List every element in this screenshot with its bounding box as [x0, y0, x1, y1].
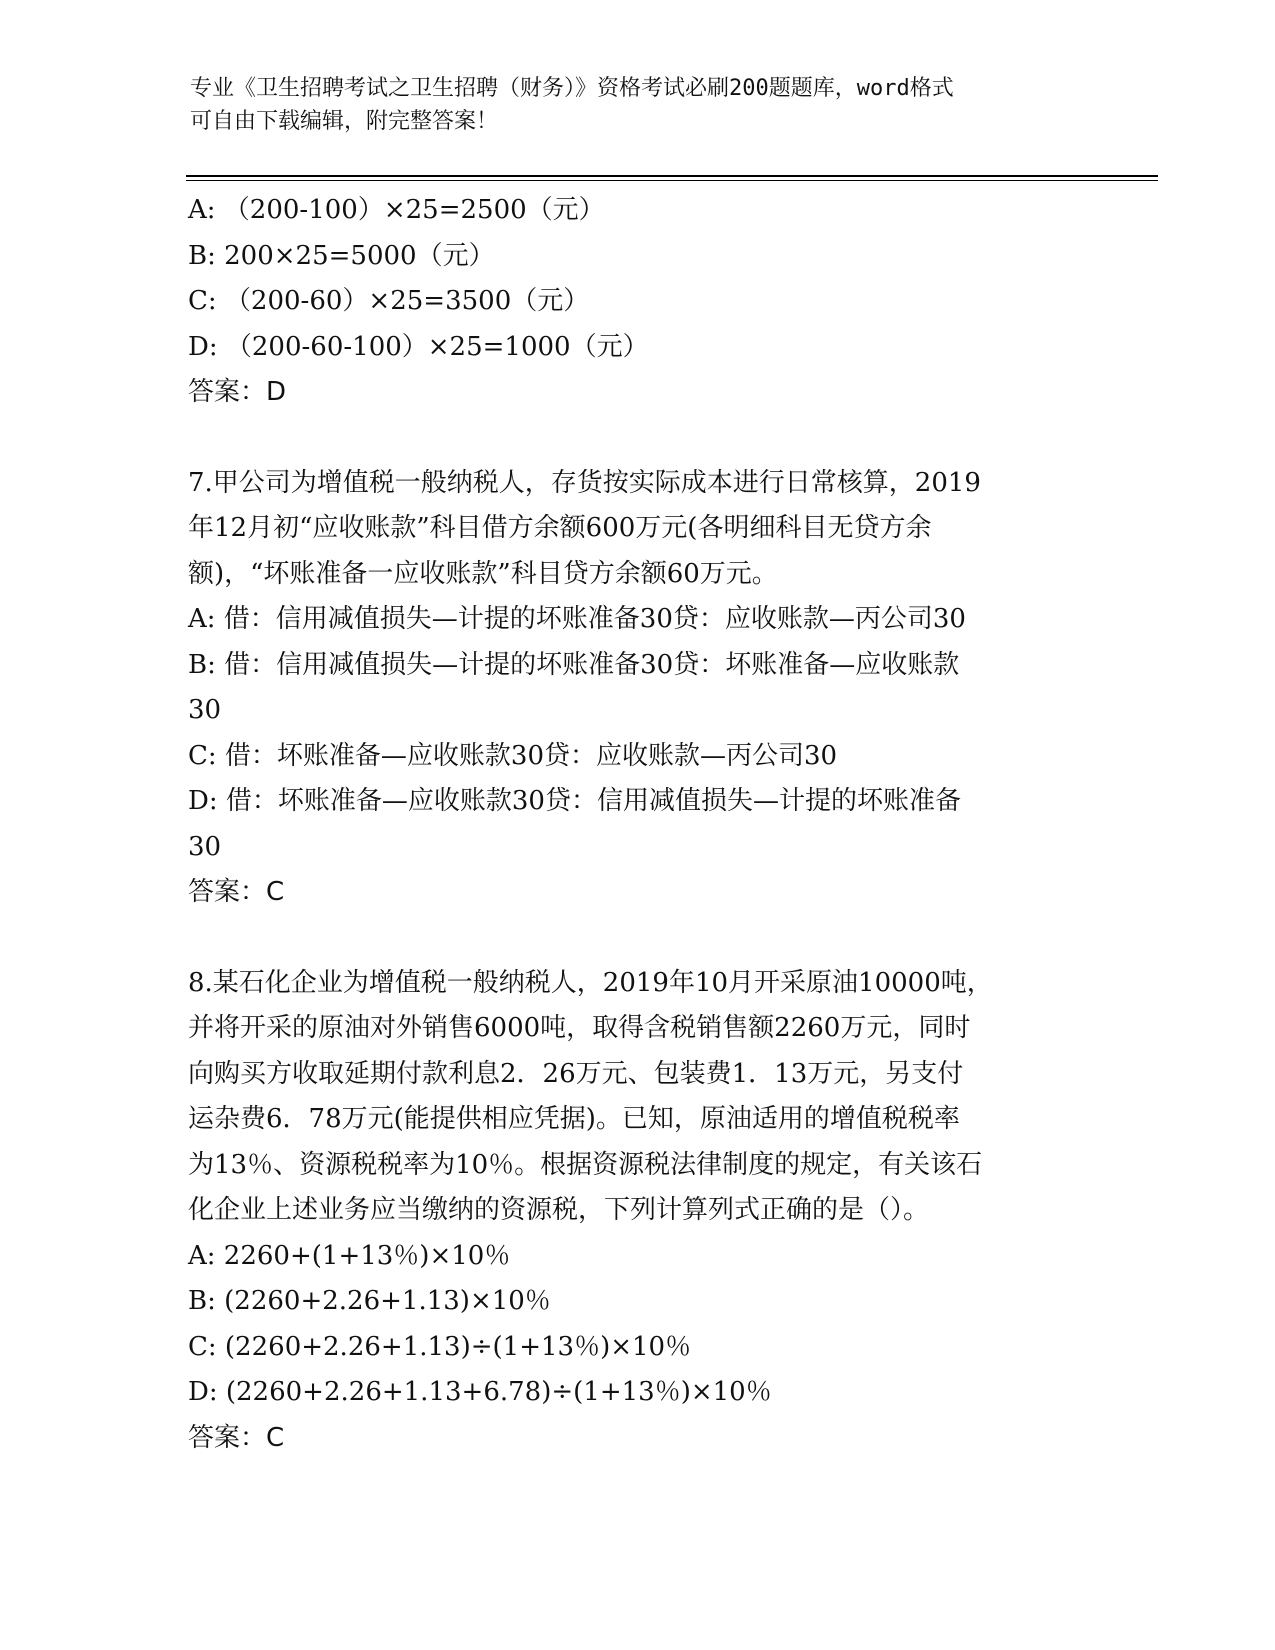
option-d-continued: 30	[188, 831, 222, 862]
question-stem-line: 化企业上述业务应当缴纳的资源税，下列计算列式正确的是（）。	[188, 1195, 930, 1225]
header-line-2: 可自由下载编辑，附完整答案！	[190, 109, 499, 134]
question-stem-line: 向购买方收取延期付款利息2．26万元、包装费1．13万元，另支付	[188, 1058, 964, 1089]
document-header	[190, 72, 1070, 138]
option-a: A: 2260+(1+13％)×10％	[188, 1240, 511, 1271]
question-7	[188, 461, 1088, 916]
spacer	[188, 916, 1088, 961]
question-stem-line: 运杂费6．78万元(能提供相应凭据)。已知，原油适用的增值税税率	[188, 1104, 960, 1134]
option-d: D: (2260+2.26+1.13+6.78)÷(1+13％)×10％	[188, 1377, 772, 1407]
option-c: C: （200-60）×25=3500（元）	[188, 286, 590, 316]
option-a: A: （200-100）×25=2500（元）	[188, 195, 605, 225]
option-b: B: 借：信用减值损失—计提的坏账准备30贷：坏账准备—应收账款	[188, 649, 960, 680]
question-stem-line: 为13％、资源税税率为10％。根据资源税法律制度的规定，有关该石	[188, 1149, 983, 1180]
answer: 答案：D	[188, 377, 287, 407]
question-stem-line: 年12月初“应收账款”科目借方余额600万元(各明细科目无贷方余	[188, 513, 932, 543]
answer: 答案：C	[188, 1422, 285, 1453]
question-content	[188, 188, 1088, 1461]
header-divider-thin	[186, 180, 1158, 181]
option-d: D: 借：坏账准备—应收账款30贷：信用减值损失—计提的坏账准备	[188, 786, 961, 816]
option-d: D: （200-60-100）×25=1000（元）	[188, 331, 649, 362]
question-stem-line: 8.某石化企业为增值税一般纳税人，2019年10月开采原油10000吨，	[188, 967, 993, 998]
option-c: C: 借：坏账准备—应收账款30贷：应收账款—丙公司30	[188, 740, 838, 771]
option-c: C: (2260+2.26+1.13)÷(1+13％)×10％	[188, 1331, 692, 1362]
header-divider-thick	[186, 175, 1158, 177]
question-8	[188, 961, 1088, 1462]
header-line-1: 专业《卫生招聘考试之卫生招聘（财务）》资格考试必刷200题题库，word格式	[190, 76, 954, 101]
question-stem-line: 并将开采的原油对外销售6000吨，取得含税销售额2260万元，同时	[188, 1013, 971, 1043]
answer: 答案：C	[188, 877, 285, 907]
option-b: B: 200×25=5000（元）	[188, 240, 495, 271]
option-b: B: (2260+2.26+1.13)×10％	[188, 1286, 551, 1316]
question-stem-line: 7.甲公司为增值税一般纳税人，存货按实际成本进行日常核算，2019	[188, 467, 981, 498]
question-6	[188, 188, 1088, 416]
option-b-continued: 30	[188, 695, 222, 725]
spacer	[188, 416, 1088, 461]
question-stem-line: 额)，“坏账准备一应收账款”科目贷方余额60万元。	[188, 558, 778, 589]
option-a: A: 借：信用减值损失—计提的坏账准备30贷：应收账款—丙公司30	[188, 604, 966, 634]
